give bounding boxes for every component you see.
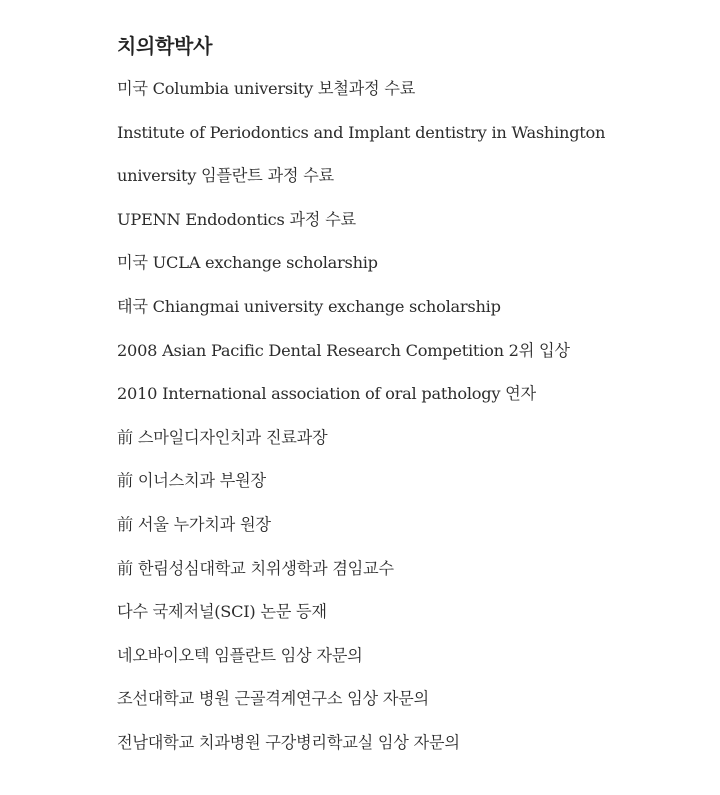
career-item: 前 이너스치과 부원장 bbox=[117, 471, 266, 491]
career-item: UPENN Endodontics 과정 수료 bbox=[117, 209, 356, 229]
career-item: 미국 Columbia university 보철과정 수료 bbox=[117, 79, 416, 98]
career-section bbox=[117, 30, 697, 776]
career-item: 前 한림성심대학교 치위생학과 겸임교수 bbox=[117, 558, 394, 578]
career-item: 前 서울 누가치과 원장 bbox=[117, 514, 271, 534]
career-item: Institute of Periodontics and Implant dentistry in Washington bbox=[117, 122, 606, 142]
career-list bbox=[117, 78, 697, 754]
career-item: 2010 International association of oral pathology 연자 bbox=[117, 384, 536, 404]
section-heading: 치의학박사 bbox=[117, 34, 213, 58]
career-item: 전남대학교 치과병원 구강병리학교실 임상 자문의 bbox=[117, 732, 460, 752]
career-item: 다수 국제저널(SCI) 논문 등재 bbox=[117, 602, 327, 622]
career-item: university 임플란트 과정 수료 bbox=[117, 166, 334, 186]
career-item: 前 스마일디자인치과 진료과장 bbox=[117, 427, 328, 447]
career-item: 미국 UCLA exchange scholarship bbox=[117, 253, 378, 273]
career-item: 태국 Chiangmai university exchange scholarship bbox=[117, 296, 501, 316]
career-item: 네오바이오텍 임플란트 임상 자문의 bbox=[117, 645, 363, 665]
career-item: 2008 Asian Pacific Dental Research Competition 2위 입상 bbox=[117, 340, 570, 360]
career-item: 조선대학교 병원 근골격계연구소 임상 자문의 bbox=[117, 689, 429, 709]
